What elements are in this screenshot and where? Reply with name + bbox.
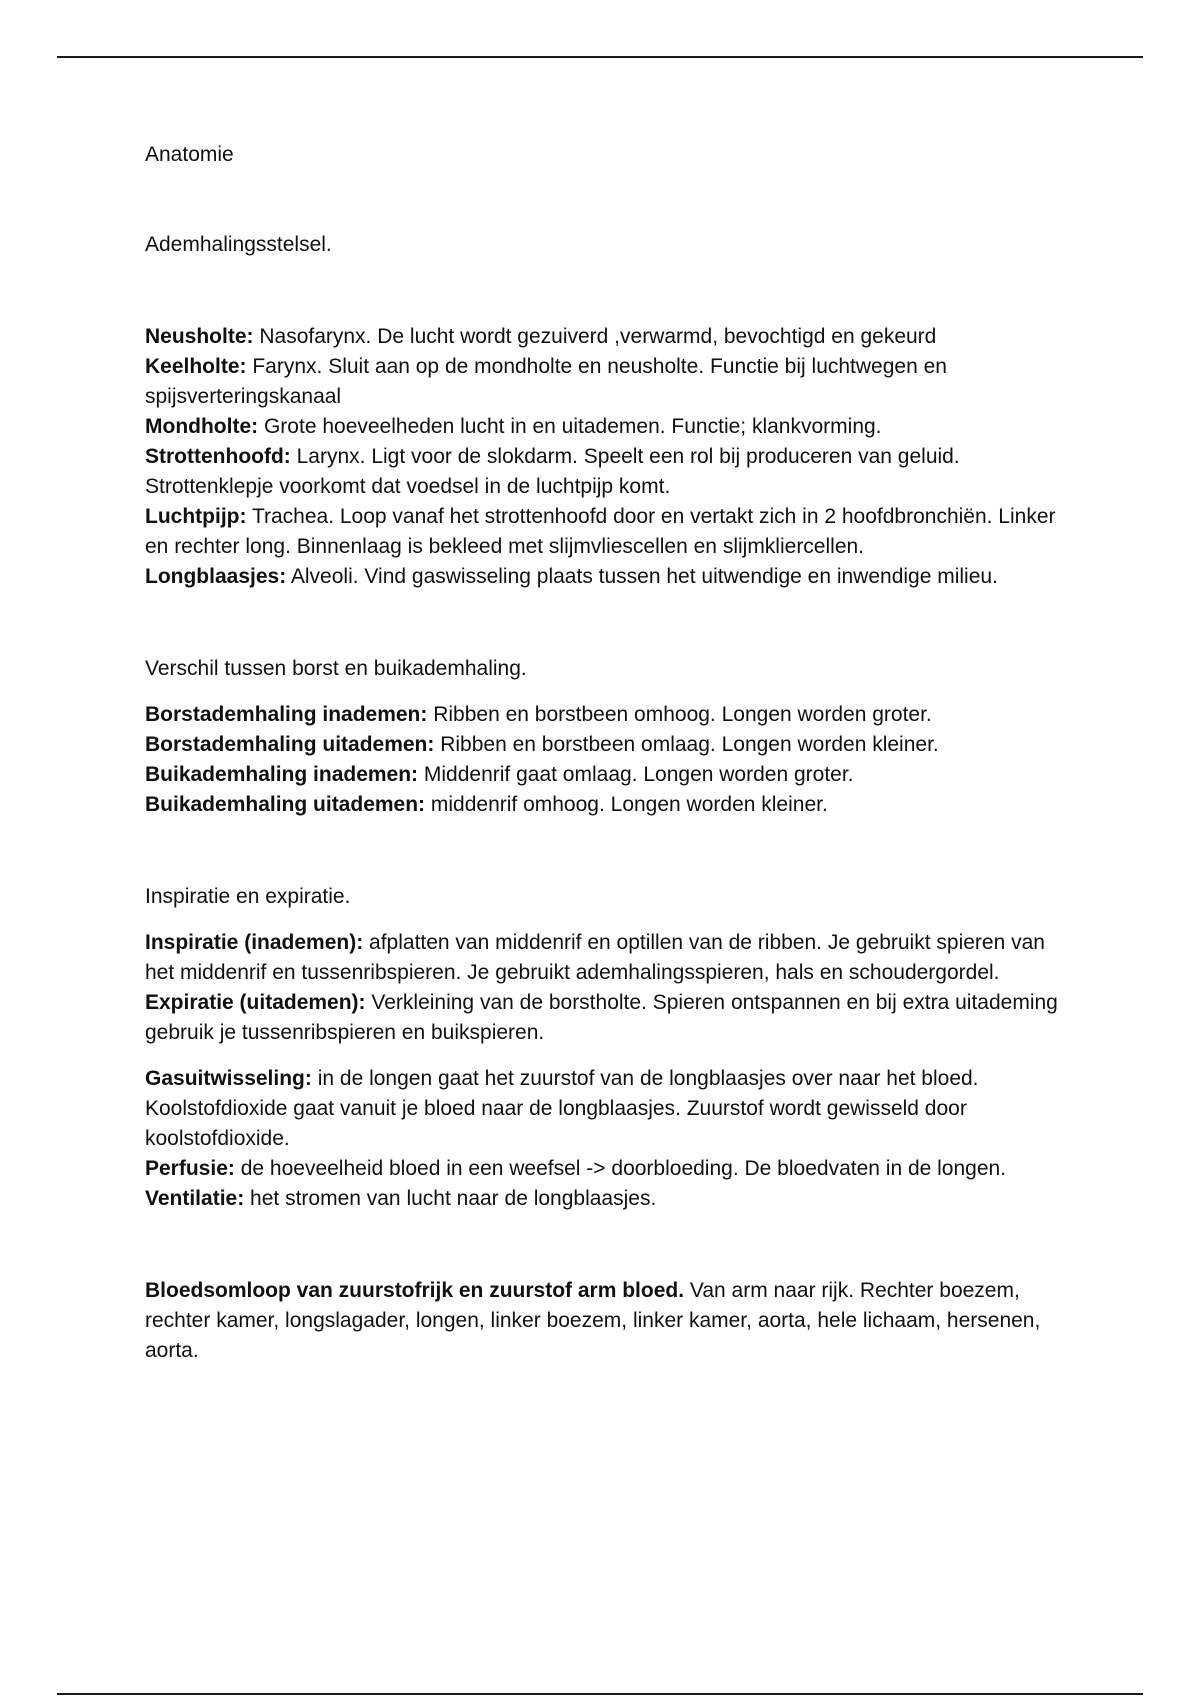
section-bloedsomloop <box>145 1276 1075 1366</box>
definition-strottenhoofd <box>145 442 1075 502</box>
definition-perfusie <box>145 1154 1075 1184</box>
term: Buikademhaling inademen: <box>145 763 419 786</box>
definition-mondholte <box>145 412 1075 442</box>
term: Mondholte: <box>145 415 259 438</box>
section-inspiratie-expiratie <box>145 928 1075 1048</box>
description: afplatten van middenrif en optillen van de ribben. Je gebruikt spieren van het middenrif en tussenribspieren. Je gebruikt ademhalingsspieren, hals en schoudergordel. <box>145 931 1045 984</box>
term: Neusholte: <box>145 325 254 348</box>
definition-neusholte <box>145 322 1075 352</box>
definition-bloedsomloop <box>145 1276 1075 1366</box>
description: Ribben en borstbeen omlaag. Longen worden kleiner. <box>434 733 939 756</box>
page-title: Anatomie <box>145 143 234 166</box>
document-body <box>145 140 1075 1366</box>
term: Expiratie (uitademen): <box>145 991 366 1014</box>
term: Borstademhaling uitademen: <box>145 733 435 756</box>
section-gasuitwisseling <box>145 1064 1075 1214</box>
description: Larynx. Ligt voor de slokdarm. Speelt een rol bij produceren van geluid. Strottenklepje voorkomt dat voedsel in de luchtpijp komt. <box>145 445 960 498</box>
description: Middenrif gaat omlaag. Longen worden groter. <box>418 763 854 786</box>
definition-luchtpijp <box>145 502 1075 562</box>
section-borst-buik <box>145 700 1075 820</box>
header-rule <box>57 56 1143 58</box>
definition-keelholte <box>145 352 1075 412</box>
term: Inspiratie (inademen): <box>145 931 364 954</box>
description: de hoeveelheid bloed in een weefsel -> doorbloeding. De bloedvaten in de longen. <box>234 1157 1007 1180</box>
definition-buikademhaling-inademen <box>145 760 1075 790</box>
description: Verkleining van de borstholte. Spieren ontspannen en bij extra uitademing gebruik je tussenribspieren en buikspieren. <box>145 991 1058 1044</box>
term: Luchtpijp: <box>145 505 247 528</box>
description: Alveoli. Vind gaswisseling plaats tussen het uitwendige en inwendige milieu. <box>286 565 998 588</box>
definition-expiratie <box>145 988 1075 1048</box>
description: Grote hoeveelheden lucht in en uitademen. Functie; klankvorming. <box>258 415 882 438</box>
section-heading-borst-buik: Verschil tussen borst en buikademhaling. <box>145 657 527 680</box>
term: Longblaasjes: <box>145 565 287 588</box>
description: Trachea. Loop vanaf het strottenhoofd door en vertakt zich in 2 hoofdbronchiën. Linker en rechter long. Binnenlaag is bekleed met slijmvliescellen en slijmkliercellen. <box>145 505 1056 558</box>
term: Borstademhaling inademen: <box>145 703 428 726</box>
definition-longblaasjes <box>145 562 1075 592</box>
section-ademhalingsstelsel <box>145 322 1075 592</box>
footer-rule <box>57 1693 1143 1695</box>
section-heading-ademhalingsstelsel: Ademhalingsstelsel. <box>145 233 332 256</box>
term: Ventilatie: <box>145 1187 245 1210</box>
term: Bloedsomloop van zuurstofrijk en zuurstof arm bloed. <box>145 1279 685 1302</box>
description: in de longen gaat het zuurstof van de longblaasjes over naar het bloed. Koolstofdioxide gaat vanuit je bloed naar de longblaasjes. Zuurstof wordt gewisseld door koolstofdioxide. <box>145 1067 979 1150</box>
term: Gasuitwisseling: <box>145 1067 312 1090</box>
term: Strottenhoofd: <box>145 445 291 468</box>
definition-borstademhaling-uitademen <box>145 730 1075 760</box>
description: middenrif omhoog. Longen worden kleiner. <box>425 793 828 816</box>
definition-borstademhaling-inademen <box>145 700 1075 730</box>
description: Nasofarynx. De lucht wordt gezuiverd ,verwarmd, bevochtigd en gekeurd <box>253 325 937 348</box>
section-heading-inspiratie-expiratie: Inspiratie en expiratie. <box>145 885 351 908</box>
term: Keelholte: <box>145 355 247 378</box>
definition-gasuitwisseling <box>145 1064 1075 1154</box>
definition-inspiratie <box>145 928 1075 988</box>
definition-buikademhaling-uitademen <box>145 790 1075 820</box>
description: Van arm naar rijk. Rechter boezem, rechter kamer, longslagader, longen, linker boezem, linker kamer, aorta, hele lichaam, hersenen, aorta. <box>145 1279 1041 1362</box>
description: Farynx. Sluit aan op de mondholte en neusholte. Functie bij luchtwegen en spijsverteringskanaal <box>145 355 947 408</box>
term: Perfusie: <box>145 1157 235 1180</box>
description: Ribben en borstbeen omhoog. Longen worden groter. <box>427 703 932 726</box>
description: het stromen van lucht naar de longblaasjes. <box>244 1187 657 1210</box>
definition-ventilatie <box>145 1184 1075 1214</box>
term: Buikademhaling uitademen: <box>145 793 426 816</box>
